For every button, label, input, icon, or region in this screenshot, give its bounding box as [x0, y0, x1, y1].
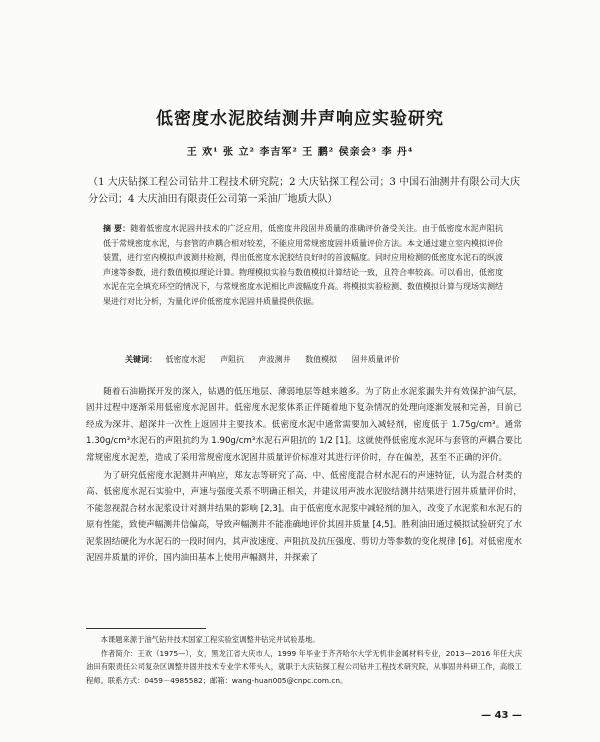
abstract-text: 随着低密度水泥固井技术的广泛应用，低密度井段固井质量的准确评价备受关注。由于低密度水泥声阻抗低于常规密度水泥，与套管的声耦合相对较差，不能应用常规密度固井质量评价方法。本文通过建立室内模拟评价装置，进行室内模拟声波测井检测，得出低密度水泥胶结良好时的首波幅度。同时应用检测的低密度水泥石的纵波声速等参数，进行数值模拟理论计算。物理模拟实验与数值模拟计算结论一致，且符合率较高。可以看出，低密度水泥在完全填充环空的情况下，与常规密度水泥相比声波幅度升高。将模拟实验检测、数值模拟计算与现场实测结果进行对比分析，为量化评价低密度水泥固井质量提供依据。 [103, 224, 503, 306]
affiliations: （1 大庆钻探工程公司钻井工程技术研究院；2 大庆钻探工程公司；3 中国石油测井有限公司大庆分公司；4 大庆油田有限责任公司第一采油厂地质大队） [88, 177, 520, 205]
page-number: — 43 — [481, 710, 522, 721]
paper-title: 低密度水泥胶结测井声响应实验研究 [156, 109, 444, 129]
keywords [125, 354, 505, 365]
footnote-author-bio: 作者简介：王欢（1975—），女，黑龙江省大庆市人，1999 年毕业于齐齐哈尔大学无机非金属材料专业，2013—2016 年任大庆油田有限责任公司复杂区调整井固井技术专业学术带头人，就职于大庆钻探工程公司钻井工程技术研究院，从事固井科研工作，高级工程师。联系方式：0459－4985582；邮箱：wang-huan005@cnpc.com.cn。 [86, 648, 522, 685]
keyword: 声波测井 [258, 355, 291, 364]
keyword: 低密度水泥 [165, 355, 206, 364]
keyword: 数值模拟 [305, 355, 338, 364]
footnote-funding: 本课题来源于油气钻井技术国家工程实验室调整井钻完井试验基地。 [100, 635, 320, 644]
keyword: 固井质量评价 [351, 355, 400, 364]
abstract [103, 222, 503, 309]
author-list: 王 欢¹ 张 立² 李吉军² 王 鹏² 侯亲会³ 李 丹⁴ [186, 147, 414, 158]
keywords-label: 关键词： [125, 355, 157, 364]
body-paragraph: 为了研究低密度水泥测井声响应，郑友志等研究了高、中、低密度混合材水泥石的声速特征，认为混合材类的高、低密度水泥石实验中，声速与强度关系不明确正相关，并建议用声波水泥胶结测井结果进行固井质量评价时，不能忽视混合材水泥浆设计对测井结果的影响 [2,3]。由于低密度水泥浆中减轻剂的加入，改变了水泥浆和水泥石的原有性能，致使声幅测井信偏高，导致声幅测井不能准确地评价其固井质量 [4,5]。胜利油田通过模拟试验研究了水泥浆固结硬化为水泥石的一段时间内，其声波速度、声阻抗及抗压强度、剪切力等参数的变化规律 [6]。对低密度水泥固井质量的评价，国内油田基本上使用声幅测井，并探索了 [86, 471, 523, 564]
keyword: 声阻抗 [220, 355, 245, 364]
abstract-label: 摘 要： [103, 224, 131, 233]
footnotes [86, 633, 522, 687]
body-text [86, 384, 522, 566]
body-paragraph: 随着石油勘探开发的深入，钻遇的低压地层、薄弱地层等越来越多。为了防止水泥浆漏失并有效保护油气层，固井过程中逐渐采用低密度水泥固井。低密度水泥浆体系正伴随着地下复杂情况的处理向逐渐发展和完善，目前已经成为深井、超深井一次性上返固井主要技术。低密度水泥中通常需要加入减轻剂，密度低于 1.75g/cm³。通常 1.30g/cm³水泥石的声阻抗约为 1.90g/cm³水泥石声阻抗的 1/2 [1]。这就使得低密度水泥环与套管的声耦合要比常规密度水泥差，造成了采用常规密度水泥固井质量评价标准对其进行评价时，存在偏差，甚至不正确的评价。 [86, 387, 522, 463]
footnote-rule [86, 628, 206, 629]
